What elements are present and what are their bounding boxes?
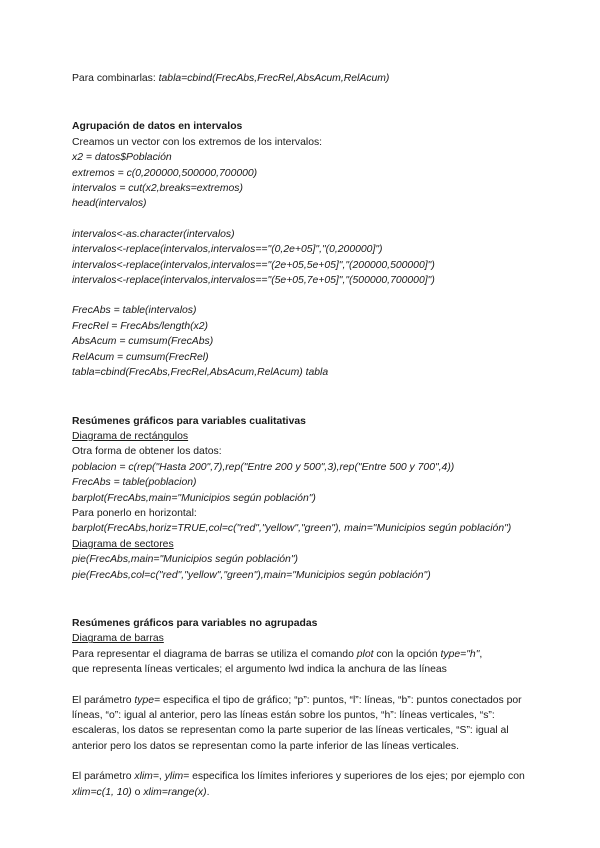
- intro-label: Para combinarlas:: [72, 73, 156, 84]
- code-line-wrapped: barplot(FrecAbs,horiz=TRUE,col=c("red","yellow","green"), main="Municipios según población"): [72, 523, 512, 535]
- subheading-bars: Diagrama de barras: [72, 633, 164, 645]
- paragraph-type: El parámetro type= especifica el tipo de gráfico; “p”: puntos, “l”: líneas, “b”: puntos conectados por líneas, “o”: igual al anterior, pero las líneas están sobre los puntos, “h”: líneas verticales, “s”: escaleras, los datos se representan como la parte superior de las líneas verticales, “S”: igual al anterior pero los datos se representan como la parte inferior de las líneas verticales.: [72, 694, 522, 752]
- code-line: extremos = c(0,200000,500000,700000): [72, 167, 258, 179]
- paragraph-plot-line2: que representa líneas verticales; el argumento lwd indica la anchura de las líneas: [72, 664, 447, 676]
- intro-code: tabla=cbind(FrecAbs,FrecRel,AbsAcum,RelAcum): [158, 73, 390, 84]
- code-line: AbsAcum = cumsum(FrecAbs): [72, 336, 214, 348]
- code-line: FrecAbs = table(intervalos): [72, 305, 197, 317]
- intervals-heading: Agrupación de datos en intervalos: [72, 121, 243, 133]
- code-line: intervalos<-replace(intervalos,intervalos=="(0,2e+05]","(0,200000]"): [72, 244, 383, 256]
- code-line: barplot(FrecAbs,main="Municipios según población"): [72, 492, 316, 504]
- paragraph-plot-line1: Para representar el diagrama de barras se utiliza el comando plot con la opción type="h",: [72, 648, 483, 660]
- code-line: intervalos<-replace(intervalos,intervalos=="(2e+05,5e+05]","(200000,500000]"): [72, 259, 435, 271]
- qualitative-desc2: Para ponerlo en horizontal:: [72, 507, 197, 519]
- code-line: pie(FrecAbs,col=c("red","yellow","green"),main="Municipios según población"): [72, 569, 431, 581]
- paragraph-lim: El parámetro xlim=, ylim= especifica los límites inferiores y superiores de los ejes; por ejemplo con xlim=c(1, 10) o xlim=range(x).: [72, 771, 525, 798]
- intervals-desc: Creamos un vector con los extremos de los intervalos:: [72, 136, 323, 148]
- ungrouped-heading: Resúmenes gráficos para variables no agrupadas: [72, 617, 318, 629]
- code-line: intervalos<-replace(intervalos,intervalos=="(5e+05,7e+05]","(500000,700000]"): [72, 275, 435, 287]
- document-page: [72, 71, 532, 800]
- subheading-rectangles: Diagrama de rectángulos: [72, 430, 189, 442]
- intro-line: [72, 71, 532, 86]
- code-line: RelAcum = cumsum(FrecRel): [72, 351, 209, 363]
- code-line: intervalos<-as.character(intervalos): [72, 228, 235, 240]
- code-line: x2 = datos$Población: [72, 152, 172, 164]
- code-line: FrecRel = FrecAbs/length(x2): [72, 320, 208, 332]
- qualitative-heading: Resúmenes gráficos para variables cualitativas: [72, 415, 306, 427]
- code-line: tabla=cbind(FrecAbs,FrecRel,AbsAcum,RelAcum) tabla: [72, 367, 329, 379]
- code-line: FrecAbs = table(poblacion): [72, 477, 197, 489]
- code-line: pie(FrecAbs,main="Municipios según población"): [72, 554, 298, 566]
- code-line: intervalos = cut(x2,breaks=extremos): [72, 183, 243, 195]
- code-line: head(intervalos): [72, 198, 147, 210]
- subheading-sectors: Diagrama de sectores: [72, 538, 174, 550]
- qualitative-desc1: Otra forma de obtener los datos:: [72, 446, 222, 458]
- code-line: poblacion = c(rep("Hasta 200",7),rep("Entre 200 y 500",3),rep("Entre 500 y 700",4)): [72, 461, 455, 473]
